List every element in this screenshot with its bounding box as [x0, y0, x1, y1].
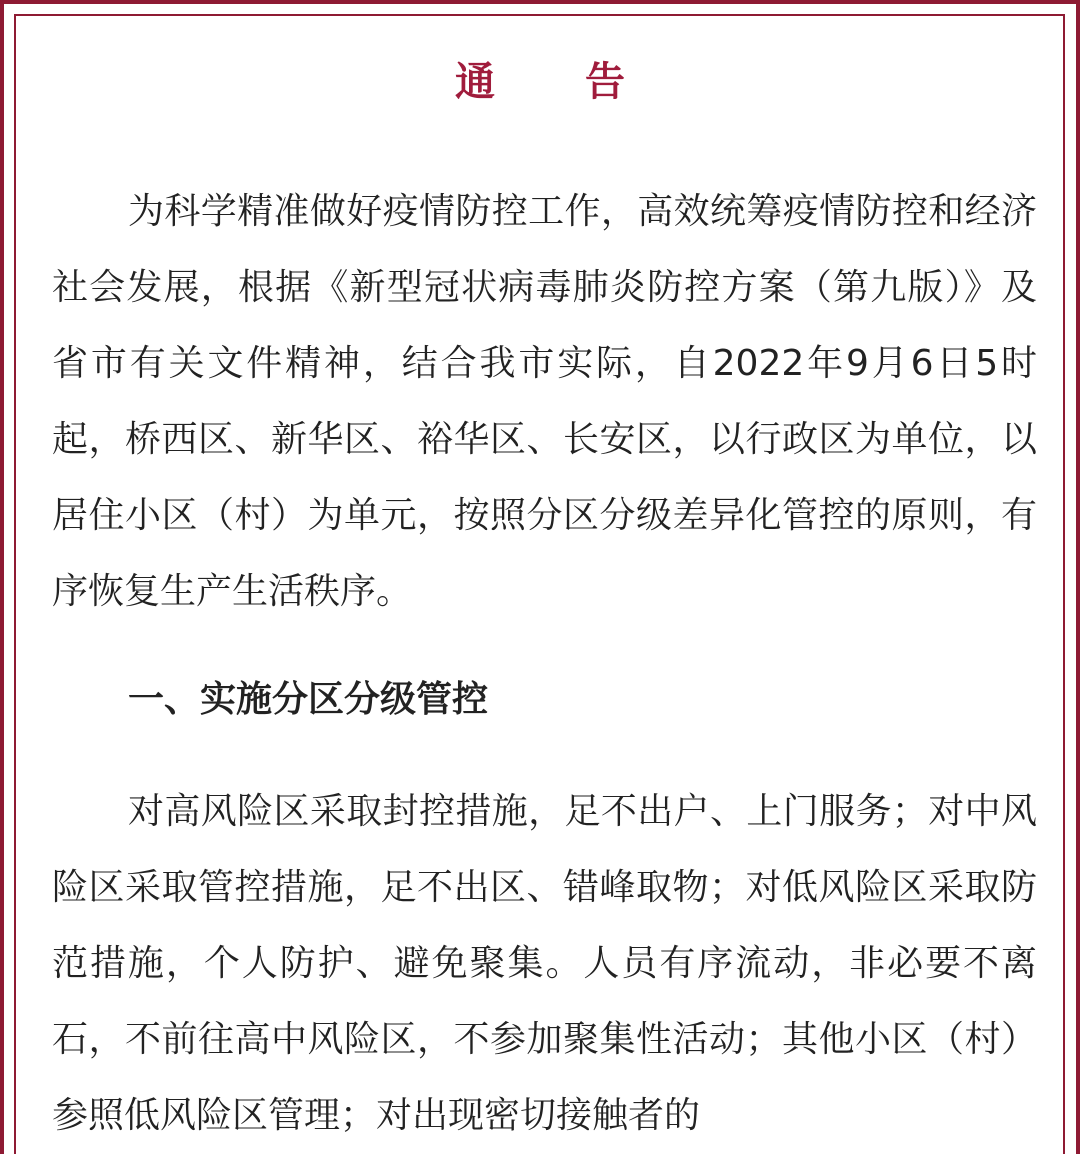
intro-paragraph: 为科学精准做好疫情防控工作，高效统筹疫情防控和经济社会发展，根据《新型冠状病毒肺炎防控方案（第九版）》及省市有关文件精神，结合我市实际，自2022年9月6日5时起，桥西区、新华区、裕华区、长安区，以行政区为单位，以居住小区（村）为单元，按照分区分级差异化管控的原则，有序恢复生产生活秩序。 — [52, 191, 1037, 612]
section-paragraph: 对高风险区采取封控措施，足不出户、上门服务；对中风险区采取管控措施，足不出区、错峰取物；对低风险区采取防范措施，个人防护、避免聚集。人员有序流动，非必要不离石，不前往高中风险区，不参加聚集性活动；其他小区（村）参照低风险区管理；对出现密切接触者的 — [52, 791, 1037, 1136]
notice-title: 通 告 — [455, 59, 663, 105]
section-heading: 一、实施分区分级管控 — [128, 679, 489, 720]
